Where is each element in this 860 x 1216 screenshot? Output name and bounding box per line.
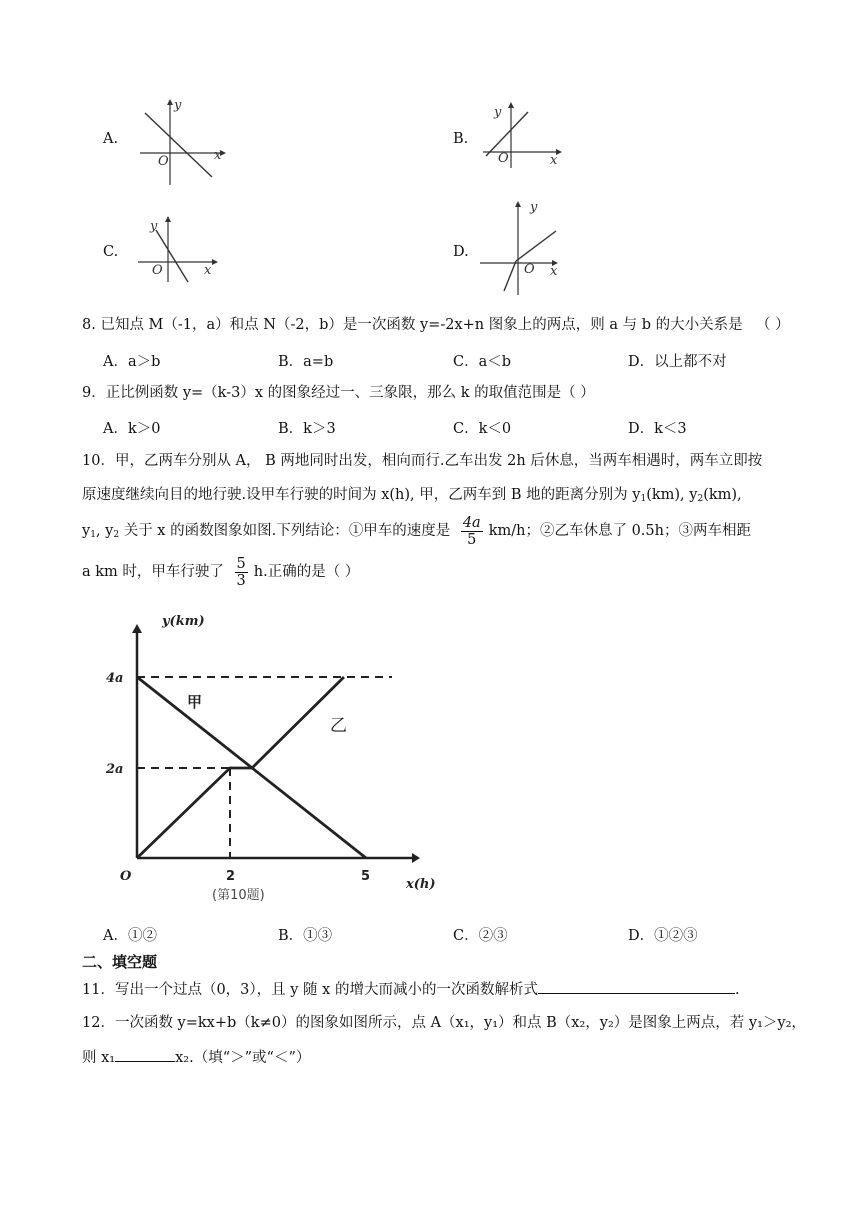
q10-label-jia: 甲: [187, 693, 203, 711]
q10-ytick-4a: 4a: [106, 671, 124, 686]
q8-stem: 8. 已知点 M（-1，a）和点 N（-2，b）是一次函数 y=-2x+n 图象上的两点，则 a 与 b 的大小关系是: [82, 317, 743, 333]
q10-fraction-time: $\frac{5}{3}$: [236, 555, 246, 589]
q8-answer-paren[interactable]: （ ）: [756, 317, 790, 333]
q10-ylabel: y(km): [162, 614, 205, 629]
q10-sub1b: 1: [90, 530, 96, 540]
q7-option-b-label[interactable]: B.: [453, 131, 469, 147]
q7d-y-label: y: [530, 200, 538, 215]
q10-origin: O: [120, 869, 132, 884]
q10-sub2: 2: [697, 494, 704, 504]
q10-xtick-2: 2: [226, 869, 236, 884]
q11-stem: 11．写出一个过点（0，3），且 y 随 x 的增大而减小的一次函数解析式: [82, 982, 538, 998]
q9-option-c[interactable]: C．k＜0: [453, 421, 512, 437]
q7c-origin: O: [152, 263, 163, 278]
q7-option-a-label[interactable]: A.: [103, 131, 119, 147]
q10-line1: 10．甲，乙两车分别从 A， B 两地同时出发，相向而行.乙车出发 2h 后休息，当两车相遇时，两车立即按: [82, 453, 763, 469]
q12-line2-b: x₂.（填“＞”或“＜”）: [175, 1050, 311, 1066]
q10-label-yi: 乙: [330, 716, 347, 736]
q7-graph-d: [480, 195, 580, 300]
q12-answer-blank[interactable]: [115, 1047, 175, 1062]
q10-line3: [82, 511, 751, 555]
q7b-y-label: y: [494, 105, 502, 120]
q10-line4-b[interactable]: h.正确的是（ ）: [253, 564, 360, 580]
q7d-origin: O: [524, 262, 535, 277]
q10-line4: [82, 552, 359, 592]
q7a-y-label: y: [174, 98, 182, 113]
q7c-y-label: y: [150, 219, 158, 234]
q7b-x-label: x: [550, 153, 558, 168]
q9-option-a[interactable]: A．k＞0: [103, 421, 161, 437]
q9-stem: 9．正比例函数 y=（k-3）x 的图象经过一、三象限，那么 k 的取值范围是（ ）: [82, 385, 595, 401]
q10-caption: (第10题): [212, 888, 265, 903]
q11-line: [82, 979, 740, 1000]
q7b-origin: O: [498, 151, 509, 166]
q7-graph-a: [130, 95, 230, 190]
q9-option-b[interactable]: B．k＞3: [278, 421, 336, 437]
q7-graph-b: [478, 98, 568, 173]
q10-ytick-2a: 2a: [106, 762, 124, 777]
q10-xtick-5: 5: [361, 869, 371, 884]
q7-graph-c: [138, 210, 228, 285]
q12-line2-a: 则 x₁: [82, 1050, 116, 1066]
q7-option-c-label[interactable]: C.: [103, 244, 119, 260]
q10-line2: [82, 485, 742, 509]
q12-line2: [82, 1047, 310, 1068]
q10-fraction-speed: $\frac{4a}{5}$: [462, 514, 481, 548]
q9-option-d[interactable]: D．k＜3: [628, 421, 687, 437]
q11-answer-blank[interactable]: [538, 979, 735, 994]
q7-option-d-label[interactable]: D.: [453, 244, 469, 260]
q8-option-b[interactable]: B．a=b: [278, 354, 334, 370]
q7c-x-label: x: [204, 263, 212, 278]
q10-y-arrow: [132, 624, 142, 633]
q12-stem-line1: 12．一次函数 y=kx+b（k≠0）的图象如图所示，点 A（x₁，y₁）和点 B（x₂，y₂）是图象上两点，若 y₁＞y₂，: [82, 1015, 806, 1031]
q10-xlabel: x(h): [406, 877, 436, 892]
q8-option-a[interactable]: A．a＞b: [103, 354, 161, 370]
q10-option-b[interactable]: B．①③: [278, 928, 333, 944]
q10-sub2b: 2: [113, 530, 120, 540]
q8-option-c[interactable]: C．a＜b: [453, 354, 512, 370]
q10-option-a[interactable]: A．①②: [103, 928, 157, 944]
q10-x-arrow: [412, 853, 420, 863]
q10-line3-a: y: [82, 523, 91, 539]
q10-line2-b: (km), y: [646, 487, 698, 503]
q10-line2-c: (km),: [703, 487, 742, 503]
q10-line3-b: , y: [95, 523, 114, 539]
q11-end: .: [734, 982, 740, 998]
q10-line2-a: 原速度继续向目的地行驶.设甲车行驶的时间为 x(h), 甲，乙两车到 B 地的距离分别为 y: [82, 487, 641, 503]
q10-line3-c: 关于 x 的函数图象如图.下列结论：①甲车的速度是: [119, 523, 451, 539]
q10-graph: [100, 605, 450, 905]
q10-option-d[interactable]: D．①②③: [628, 928, 698, 944]
q10-option-c[interactable]: C．②③: [453, 928, 508, 944]
q7d-x-label: x: [550, 264, 558, 279]
q10-line3-d: km/h；②乙车休息了 0.5h；③两车相距: [488, 523, 751, 539]
q8-option-d[interactable]: D．以上都不对: [628, 354, 727, 370]
q10-line4-a: a km 时，甲车行驶了: [82, 564, 224, 580]
q7a-x-label: x: [214, 148, 222, 163]
section-title-fill-blank: 二、填空题: [82, 953, 158, 971]
q10-sub1: 1: [640, 494, 647, 504]
q7a-origin: O: [158, 154, 169, 169]
